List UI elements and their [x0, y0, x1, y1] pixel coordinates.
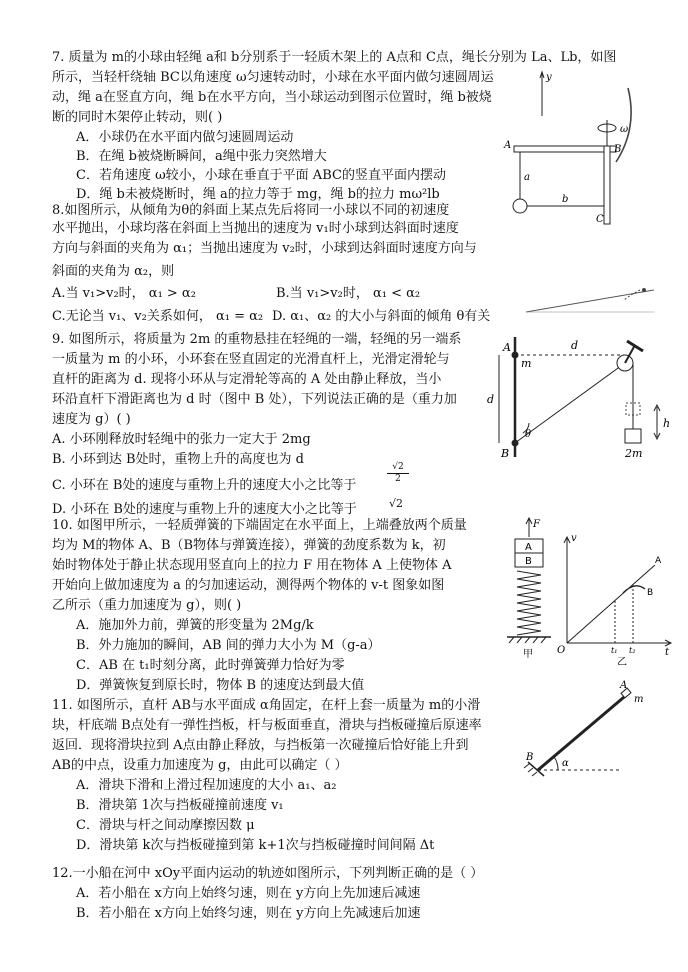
q10-fig-label-v-axis: v: [571, 533, 577, 544]
q9-option-c-ratio-den: 2: [387, 473, 409, 485]
q10-option-c: C．AB 在 t₁时刻分离，此时弹簧弹力恰好为零: [76, 658, 345, 673]
q10-stem-line-5: 乙所示（重力加速度为 g），则( ): [52, 598, 242, 613]
q9-fig-label-theta: θ: [525, 429, 532, 440]
q7-fig-label-b-point: B: [614, 144, 622, 155]
q10-stem-line-4: 开始向上做加速度为 a 的匀加速运动，测得两个物体的 v-t 图象如图: [52, 578, 445, 593]
q9-fig-label-ring-mass: m: [521, 357, 532, 370]
q12-stem-line-1: 12.一小船在河中 xOy平面内运动的轨迹如图所示，下列判断正确的是（ ）: [52, 866, 484, 881]
q10-fig-label-t-axis: t: [665, 647, 670, 658]
q10-fig-label-block-a: A: [525, 542, 532, 553]
q9-fig-label-weight-mass: 2m: [625, 447, 643, 460]
q10-stem-line-3: 始时物体处于静止状态现用竖直向上的拉力 F 用在物体 A 上使物体 A: [52, 558, 452, 573]
q9-fig-label-a-point: A: [503, 341, 511, 354]
q10-fig-label-t1: t₁: [611, 646, 618, 655]
q7-fig-label-c-point: C: [596, 214, 604, 225]
q7-fig-label-rope-a: a: [524, 172, 530, 183]
q9-stem-line-2: 一质量为 m 的小环，小环套在竖直固定的光滑直杆上，光滑定滑轮与: [52, 352, 450, 367]
q11-option-a: A．滑块下滑和上滑过程加速度的大小 a₁、a₂: [76, 778, 337, 793]
q9-stem-line-1: 9. 如图所示，将质量为 2m 的重物悬挂在轻绳的一端，轻绳的另一端系: [52, 332, 462, 347]
q11-fig-label-alpha: α: [562, 758, 569, 769]
q9-stem-line-3: 直杆的距离为 d. 现将小环从与定滑轮等高的 A 处由静止释放，当小: [52, 372, 442, 387]
q7-option-a: A．小球仍在水平面内做匀速圆周运动: [76, 130, 294, 145]
q7-fig-label-y: y: [546, 72, 552, 83]
q10-figure-spring-and-vt-graph: [505, 515, 675, 665]
q10-fig-label-jia: 甲: [523, 649, 533, 660]
q7-fig-label-a-point: A: [504, 140, 512, 151]
q9-fig-label-vertical-d: d: [487, 393, 495, 406]
q10-fig-label-origin: O: [557, 645, 566, 656]
q9-option-b: B. 小环到达 B处时，重物上升的高度也为 d: [52, 452, 304, 467]
q11-option-c: C．滑块与杆之间动摩擦因数 μ: [76, 818, 255, 833]
q9-option-c-ratio-num: √2: [392, 462, 404, 472]
q10-fig-label-curve-a: A: [655, 556, 662, 566]
q11-figure-inclined-rod: [510, 680, 660, 780]
q9-option-d: D. 小环在 B处的速度与重物上升的速度大小之比等于: [52, 502, 357, 517]
q8-stem-line-4: 斜面的夹角为 α₂，则: [52, 264, 175, 279]
q11-stem-line-1: 11. 如图所示，直杆 AB与水平面成 α角固定，在杆上套一质量为 m的小滑: [52, 698, 481, 713]
q9-stem-line-5: 速度为 g）( ): [52, 412, 131, 427]
q10-option-a: A．施加外力前，弹簧的形变量为 2Mg/k: [76, 618, 314, 633]
q9-fig-label-b-point: B: [501, 447, 510, 460]
q7-option-b: B．在绳 b被烧断瞬间，a绳中张力突然增大: [76, 149, 327, 164]
q11-fig-label-slider-mass: m: [634, 694, 644, 705]
q11-stem-line-3: 返回．现将滑块拉到 A点由静止释放，与挡板第一次碰撞后恰好能上升到: [52, 738, 469, 753]
q11-stem-line-4: AB的中点，设重力加速度为 g，由此可以确定（ ）: [52, 758, 348, 773]
q8-stem-line-1: 8.如图所示，从倾角为θ的斜面上某点先后将同一小球以不同的初速度: [52, 203, 450, 218]
q8-option-b: B.当 v₁>v₂时， α₁ < α₂: [276, 286, 421, 301]
q7-figure-wooden-frame: [500, 68, 650, 230]
q10-option-d: D．弹簧恢复到原长时，物体 B 的速度达到最大值: [76, 678, 365, 693]
q10-option-b: B．外力施加的瞬间，AB 间的弹力大小为 M（g-a）: [76, 638, 381, 653]
q12-option-a: A．若小船在 x方向上始终匀速，则在 y方向上先加速后减速: [76, 886, 421, 901]
q7-stem-line-3: 动，绳 a在竖直方向，绳 b在水平方向，当小球运动到图示位置时，绳 b被烧: [52, 90, 492, 105]
q9-fig-label-h: h: [663, 417, 671, 430]
q9-option-c: C. 小环在 B处的速度与重物上升的速度大小之比等于: [52, 478, 357, 493]
q8-option-d: D. α₁、α₂ 的大小与斜面的倾角 θ有关: [272, 309, 491, 324]
q7-stem-line-1: 7. 质量为 m的小球由轻绳 a和 b分别系于一轻质木架上的 A点和 C点，绳长分别为 La、Lb，如图: [52, 50, 617, 65]
q11-option-d: D．滑块第 k次与挡板碰撞到第 k+1次与挡板碰撞时间间隔 Δt: [76, 838, 435, 853]
q9-stem-line-4: 环沿直杆下滑距离也为 d 时（图中 B 处），下列说法正确的是（重力加: [52, 392, 457, 407]
q7-fig-label-rope-b: b: [562, 194, 569, 205]
q10-fig-label-yi: 乙: [617, 657, 627, 665]
q7-option-d: D．绳 b未被烧断时，绳 a的拉力等于 mg，绳 b的拉力 mω²lb: [76, 187, 440, 202]
q7-stem-line-2: 所示，当轻杆绕轴 BC以角速度 ω匀速转动时，小球在水平面内做匀速圆周运: [52, 70, 494, 85]
q9-option-d-ratio: √2: [389, 497, 404, 510]
q8-stem-line-2: 水平抛出，小球均落在斜面上当抛出的速度为 v₁时小球到达斜面时速度: [52, 221, 459, 236]
q8-figure-incline: [520, 280, 660, 316]
q11-stem-line-2: 块，杆底端 B点处有一弹性挡板，杆与板面垂直，滑块与挡板碰撞后原速率: [52, 718, 482, 733]
q7-fig-label-omega: ω: [620, 124, 629, 135]
q10-fig-label-force: F: [533, 519, 540, 530]
q9-fig-label-horizontal-d: d: [571, 339, 579, 352]
q11-fig-label-a-point: A: [620, 680, 628, 691]
q9-option-c-ratio: [387, 462, 409, 485]
q9-figure-pulley: [485, 333, 680, 461]
q9-option-a: A. 小环刚释放时轻绳中的张力一定大于 2mg: [52, 432, 311, 447]
q11-fig-label-b-point: B: [526, 752, 534, 763]
q8-option-c: C.无论当 v₁、v₂关系如何， α₁ = α₂: [52, 309, 264, 324]
q10-stem-line-1: 10. 如图甲所示，一轻质弹簧的下端固定在水平面上，上端叠放两个质量: [52, 518, 467, 533]
q10-fig-label-t2: t₂: [629, 646, 636, 655]
q7-option-c: C．若角速度 ω较小，小球在垂直于平面 ABC的竖直平面内摆动: [76, 168, 446, 183]
q12-option-b: B．若小船在 x方向上始终匀速，则在 y方向上先减速后加速: [76, 906, 421, 921]
q10-stem-line-2: 均为 M的物体 A、B（B物体与弹簧连接），弹簧的劲度系数为 k，初: [52, 538, 446, 553]
q10-fig-label-block-b: B: [525, 556, 532, 567]
q8-option-a: A.当 v₁>v₂时， α₁ > α₂: [52, 286, 196, 301]
q10-fig-label-curve-b: B: [647, 588, 654, 598]
q8-stem-line-3: 方向与斜面的夹角为 α₁；当抛出速度为 v₂时，小球到达斜面时速度方向与: [52, 241, 477, 256]
q11-option-b: B．滑块第 1次与挡板碰撞前速度 v₁: [76, 798, 284, 813]
q7-stem-line-4: 断的同时木架停止转动，则( ): [52, 110, 223, 125]
